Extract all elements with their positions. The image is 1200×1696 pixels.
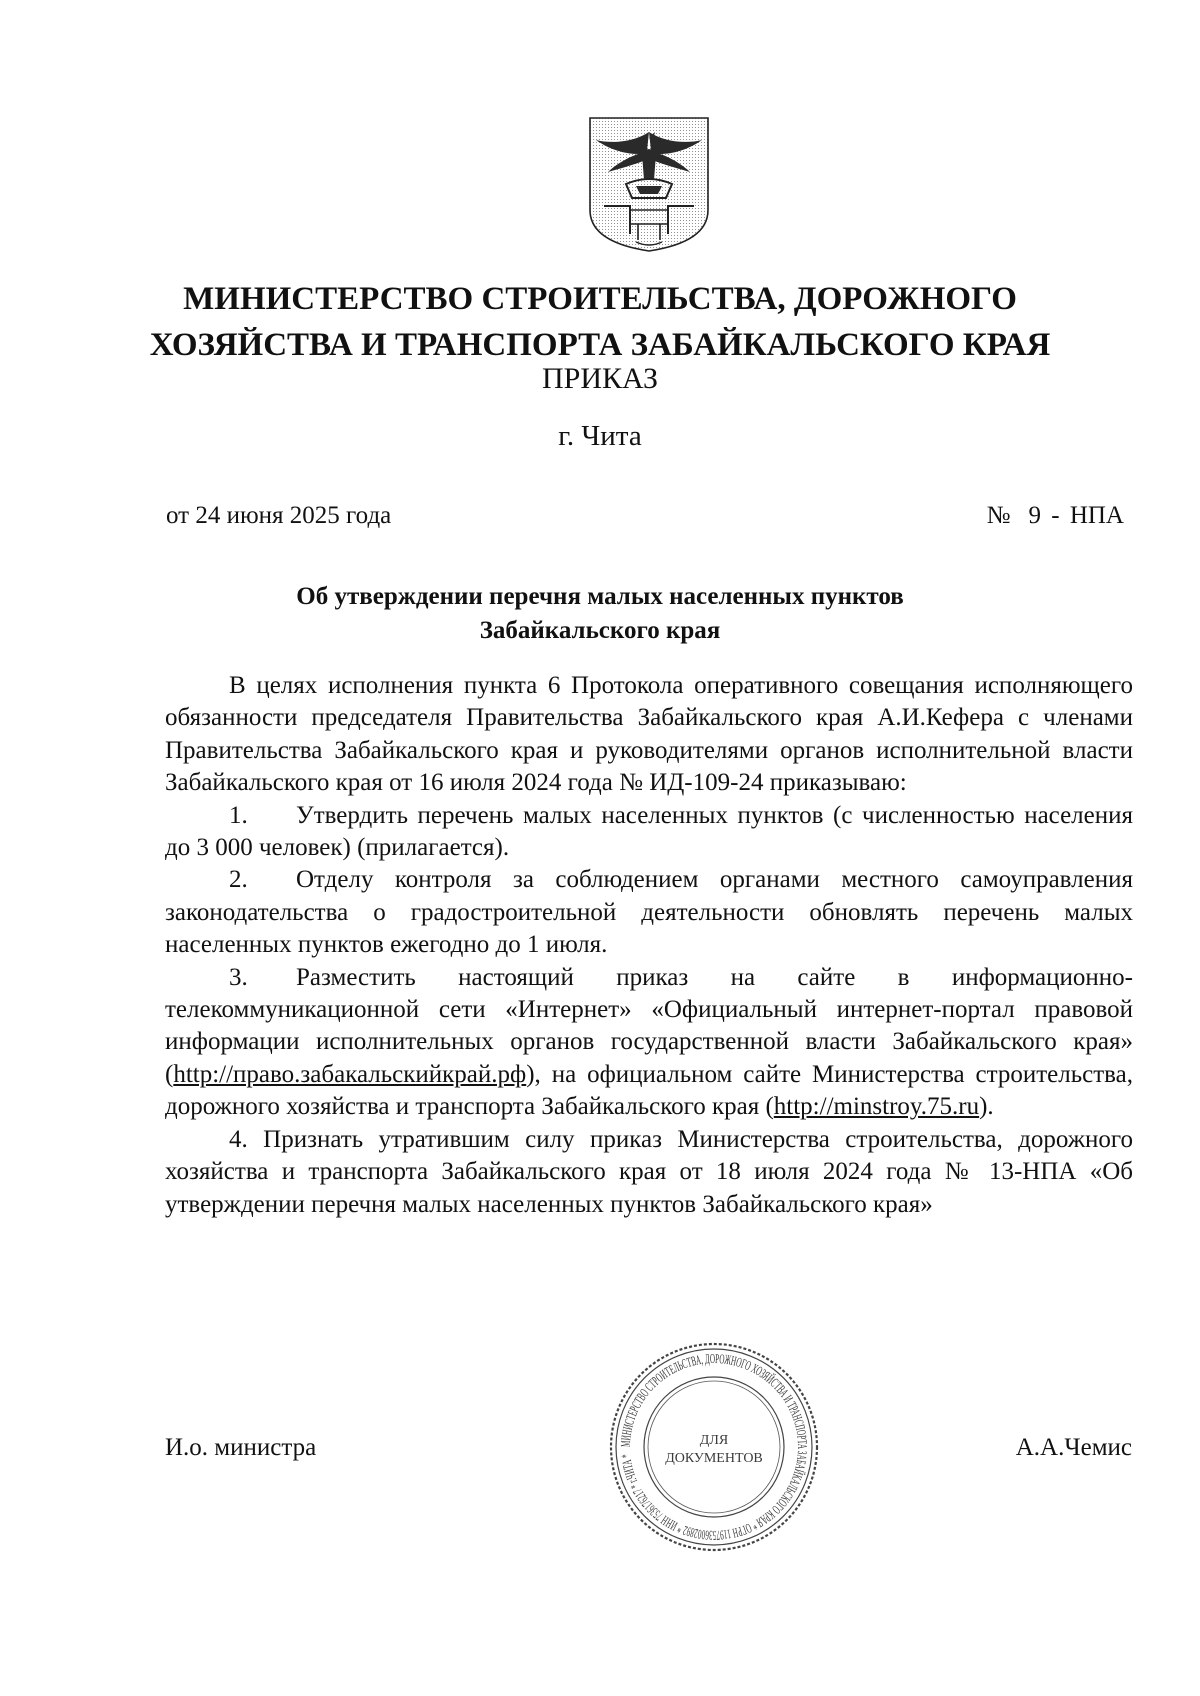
stamp-center-line-1: ДЛЯ (699, 1433, 729, 1448)
item-3-text-c: ). (979, 1093, 994, 1121)
subject-line-1: Об утверждении перечня малых населенных пунктов (296, 583, 904, 610)
document-city: г. Чита (558, 420, 642, 452)
item-3-text-a: Разместить настоящий приказ на сайте в информационно-телекоммуникационной сети «Интернет» «Официальный интернет-портал правовой информации исполнительных органов государственной власти Забайкальского края» ( (165, 963, 1133, 1088)
ministry-title-line-2: ХОЗЯЙСТВА И ТРАНСПОРТА ЗАБАЙКАЛЬСКОГО КРАЯ (149, 327, 1051, 363)
item-2-number: 2. (229, 866, 248, 894)
preamble-paragraph: В целях исполнения пункта 6 Протокола оперативного совещания исполняющего обязанности председателя Правительства Забайкальского края А.И.Кефера с членами Правительства Забайкальского края и руководителями органов исполнительной власти Забайкальского края от 16 июля 2024 года № ИД-109-24 приказываю: (165, 672, 1133, 797)
item-2-paragraph (165, 864, 1133, 961)
stamp-center-line-2: ДОКУМЕНТОВ (665, 1451, 763, 1466)
number-sign: № (986, 502, 1011, 529)
minstroy-site-link[interactable]: http://minstroy.75.ru (773, 1093, 980, 1121)
ministry-title-line-1: МИНИСТЕРСТВО СТРОИТЕЛЬСТВА, ДОРОЖНОГО (183, 281, 1017, 317)
coat-of-arms-emblem (586, 114, 712, 254)
legal-portal-link[interactable]: http://право.забакальскийкрай.рф (173, 1060, 527, 1088)
signatory-name: А.А.Чемис (1015, 1434, 1132, 1461)
item-4-paragraph (165, 1124, 1133, 1221)
document-number (987, 502, 1124, 530)
document-date: от 24 июня 2025 года (166, 502, 392, 529)
item-2-text: Отделу контроля за соблюдением органами местного самоуправления законодательства о градостроительной деятельности обновлять перечень малых населенных пунктов ежегодно до 1 июля. (165, 866, 1133, 959)
document-type: ПРИКАЗ (542, 362, 658, 395)
item-1-number: 1. (229, 801, 248, 829)
signatory-role: И.о. министра (165, 1434, 317, 1461)
item-4-text: Признать утратившим силу приказ Министерства строительства, дорожного хозяйства и транспорта Забайкальского края от 18 июля 2024 года № 13-НПА «Об утверждении перечня малых населенных пунктов Забайкальского края» (165, 1125, 1133, 1218)
official-stamp (607, 1340, 821, 1554)
subject-line-2: Забайкальского края (479, 617, 721, 644)
document-subject (0, 580, 1200, 648)
item-3-paragraph (165, 962, 1133, 1124)
item-3-text-b: ), на официальном сайте Министерства строительства, дорожного хозяйства и транспорта Забайкальского края ( (165, 1060, 1133, 1121)
item-3-number: 3. (229, 963, 248, 991)
ministry-title (0, 276, 1200, 368)
number-value: 9 - НПА (1028, 502, 1124, 529)
document-body (165, 670, 1133, 1221)
item-1-text: Утвердить перечень малых населенных пунктов (с численностью населения до 3 000 человек) (прилагается). (165, 801, 1133, 862)
item-1-paragraph (165, 800, 1133, 865)
stamp-ring-text: МИНИСТЕРСТВО СТРОИТЕЛЬСТВА, ДОРОЖНОГО ХОЗЯЙСТВА И ТРАНСПОРТА ЗАБАЙКАЛЬСКОГО КРАЯ * ОГРН 1197536002892 * ИНН 7536176217 * г.ЧИТА * (617, 1350, 811, 1544)
item-4-number: 4. (229, 1125, 248, 1153)
